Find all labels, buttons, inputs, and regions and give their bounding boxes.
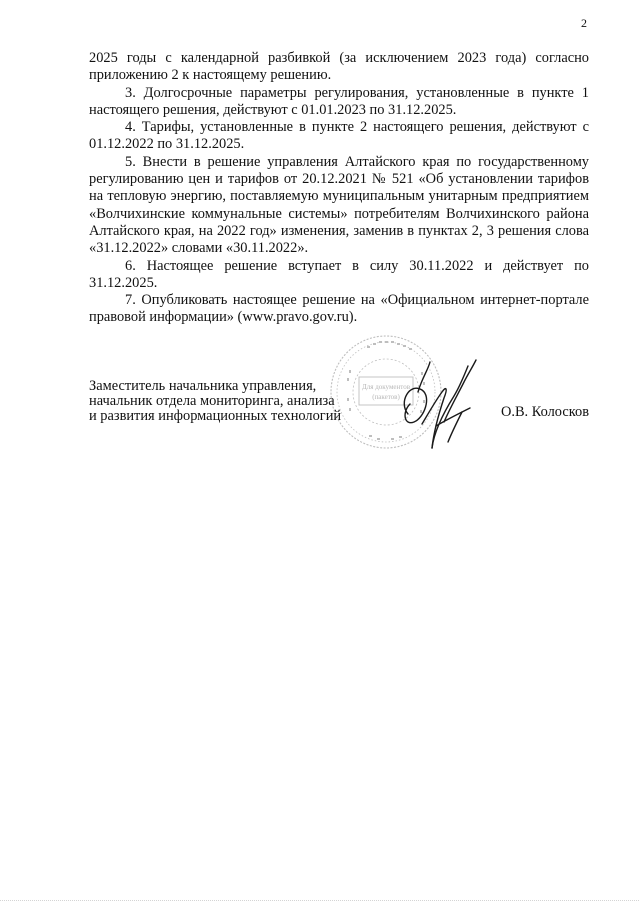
paragraph-item-4: 4. Тарифы, установленные в пункте 2 настоящего решения, действуют с 01.12.2022 по 31.12.2025. [89,119,589,153]
scan-edge-artifact [0,900,639,903]
stamp-text-line1: Для документов [361,383,411,391]
signer-position-line: Заместитель начальника управления, [89,378,317,394]
page-number: 2 [581,16,587,30]
signer-position-line: и развития информационных технологий [89,408,342,425]
signer-position [89,379,341,425]
paragraph-continuation: 2025 годы с календарной разбивкой (за исключением 2023 года) согласно приложению 2 к настоящему решению. [89,50,589,84]
signer-name: О.В. Колосков [500,404,589,420]
paragraph-item-6: 6. Настоящее решение вступает в силу 30.11.2022 и действует по 31.12.2025. [89,257,589,291]
signer-position-line: начальник отдела мониторинга, анализа [89,393,335,410]
document-body [89,50,589,327]
paragraph-item-5: 5. Внести в решение управления Алтайского края по государственному регулированию цен и тарифов от 20.12.2021 № 521 «Об установлении тарифов на тепловую энергию, поставляемую муниципальным унитарным предприятием «Волчихинские коммунальные системы» потребителям Волчихинского района Алтайского края, на 2022 год» изменения, заменив в пунктах 2, 3 решения слова «31.12.2022» словами «30.11.2022». [89,153,589,257]
paragraph-item-3: 3. Долгосрочные параметры регулирования, установленные в пункте 1 настоящего решения, действуют с 01.01.2023 по 31.12.2025. [89,84,589,118]
stamp-text-line2: (пакетов) [372,393,400,401]
paragraph-item-7: 7. Опубликовать настоящее решение на «Официальном интернет-портале правовой информации» (www.pravo.gov.ru). [89,292,589,326]
signature-block [89,379,589,439]
